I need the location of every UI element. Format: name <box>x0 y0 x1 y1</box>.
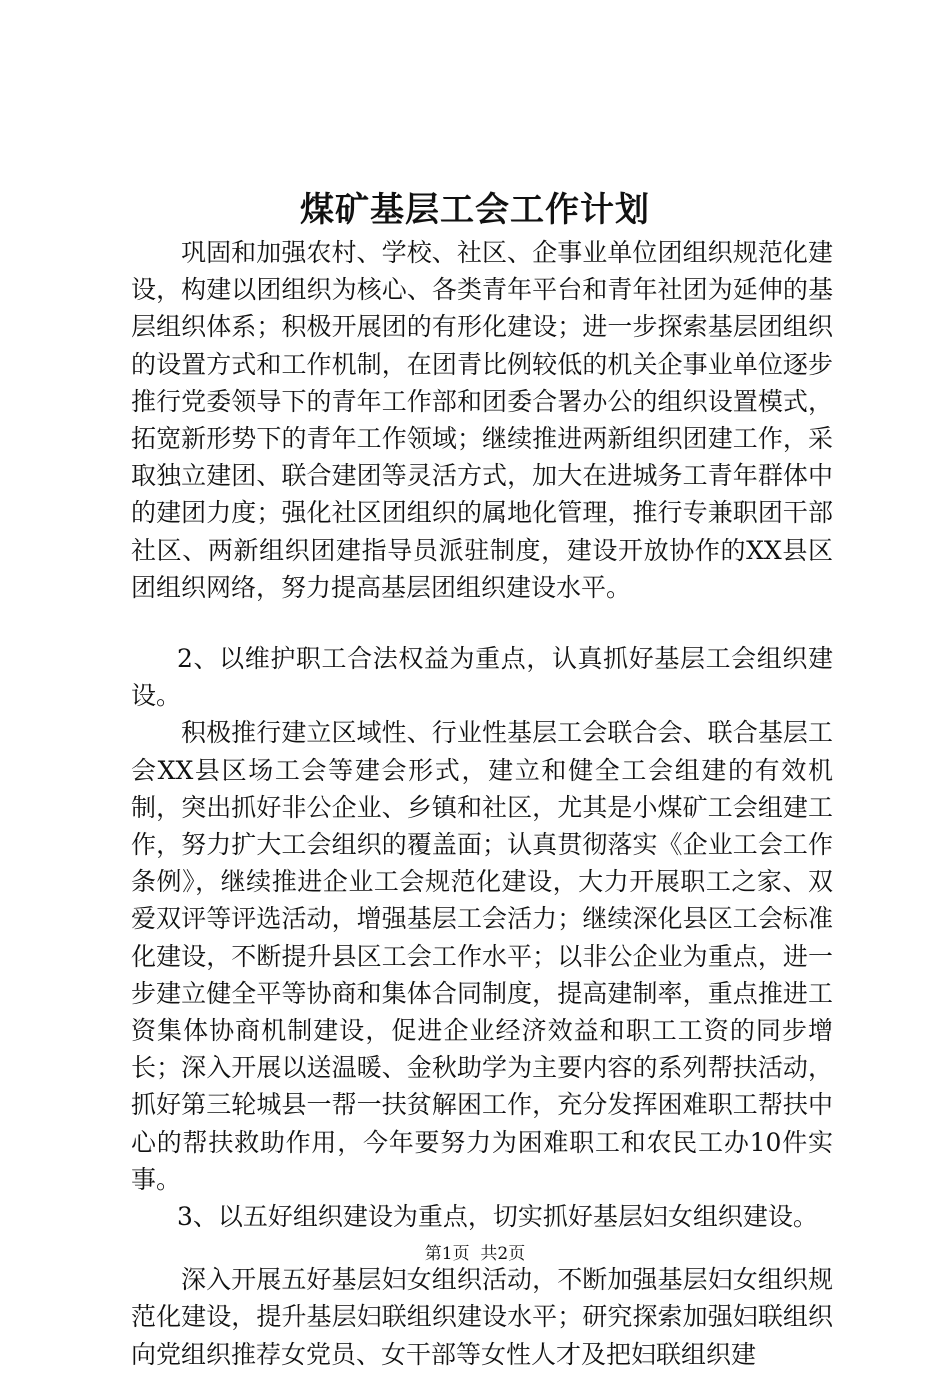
document-body <box>131 234 833 1373</box>
paragraph-trade-union: 积极推行建立区域性、行业性基层工会联合会、联合基层工会XX县区场工会等建会形式，建立和健全工会组建的有效机制，突出抓好非公企业、乡镇和社区，尤其是小煤矿工会组建工作，努力扩大工会组织的覆盖面；认真贯彻落实《企业工会工作条例》，继续推进企业工会规范化建设，大力开展职工之家、双爱双评等评选活动，增强基层工会活力；继续深化县区工会标准化建设，不断提升县区工会工作水平；以非公企业为重点，进一步建立健全平等协商和集体合同制度，提高建制率，重点推进工资集体协商机制建设，促进企业经济效益和职工工资的同步增长；深入开展以送温暖、金秋助学为主要内容的系列帮扶活动，抓好第三轮城县一帮一扶贫解困工作，充分发挥困难职工帮扶中心的帮扶救助作用，今年要努力为困难职工和农民工办10件实事。 <box>131 718 833 1194</box>
page-title: 煤矿基层工会工作计划 <box>300 190 650 230</box>
section-heading-trade-union: 2、以维护职工合法权益为重点，认真抓好基层工会组织建设。 <box>131 644 833 711</box>
page-number-footer: 第1页 共2页 <box>424 1244 526 1264</box>
section-heading-women-federation: 3、以五好组织建设为重点，切实抓好基层妇女组织建设。 <box>177 1202 818 1232</box>
paragraph-women-federation: 深入开展五好基层妇女组织活动，不断加强基层妇女组织规范化建设，提升基层妇联组织建设水平；研究探索加强妇联组织向党组织推荐女党员、女干部等女性人才及把妇联组织建 <box>131 1265 833 1369</box>
paragraph-youth-league: 巩固和加强农村、学校、社区、企事业单位团组织规范化建设，构建以团组织为核心、各类青年平台和青年社团为延伸的基层组织体系；积极开展团的有形化建设；进一步探索基层团组织的设置方式和工作机制，在团青比例较低的机关企事业单位逐步推行党委领导下的青年工作部和团委合署办公的组织设置模式，拓宽新形势下的青年工作领域；继续推进两新组织团建工作，采取独立建团、联合建团等灵活方式，加大在进城务工青年群体中的建团力度；强化社区团组织的属地化管理，推行专兼职团干部社区、两新组织团建指导员派驻制度，建设开放协作的XX县区团组织网络，努力提高基层团组织建设水平。 <box>131 238 833 602</box>
